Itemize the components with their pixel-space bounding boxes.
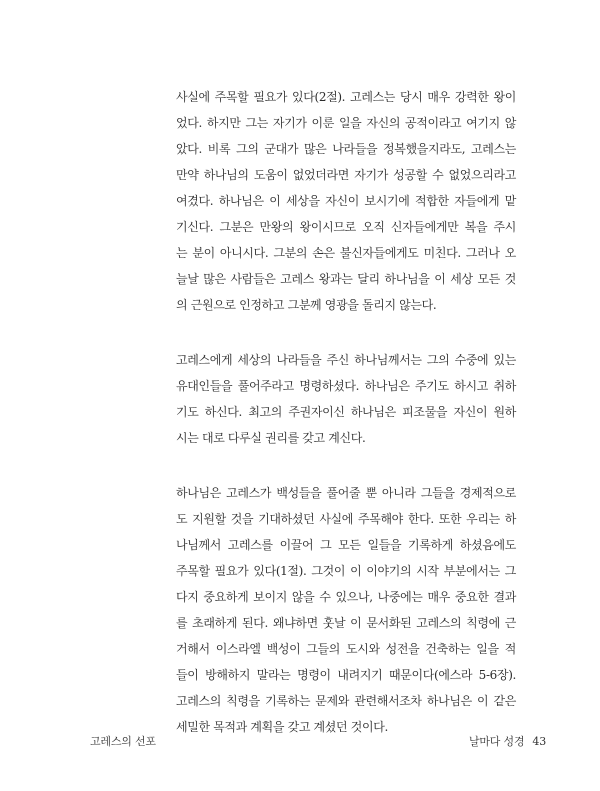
text-line: 기도 하신다. 최고의 주권자이신 하나님은 피조물을 자신이 원하	[176, 405, 516, 419]
text-line: 늘날 많은 사람들은 고레스 왕과는 달리 하나님을 이 세상 모든 것	[176, 272, 516, 286]
text-line: 고레스의 칙령을 기록하는 문제와 관련해서조차 하나님은 이 같은	[176, 694, 516, 708]
chapter-title: 고레스의 선포	[90, 735, 156, 748]
text-line: 거해서 이스라엘 백성이 그들의 도시와 성전을 건축하는 일을 적	[176, 642, 516, 656]
body-text	[176, 84, 516, 740]
text-line: 주목할 필요가 있다(1절). 그것이 이 이야기의 시작 부분에서는 그	[176, 564, 516, 578]
text-line: 었다. 하지만 그는 자기가 이룬 일을 자신의 공적이라고 여기지 않	[176, 116, 516, 130]
text-line: 만약 하나님의 도움이 없었더라면 자기가 성공할 수 없었으리라고	[176, 168, 516, 182]
text-line: 하나님은 고레스가 백성들을 풀어줄 뿐 아니라 그들을 경제적으로	[176, 486, 516, 500]
text-line: 세밀한 목적과 계획을 갖고 계셨던 것이다.	[176, 720, 388, 734]
page-number: 43	[532, 735, 546, 748]
text-line: 는 분이 아니시다. 그분의 손은 불신자들에게도 미친다. 그러나 오	[176, 246, 516, 260]
text-line: 들이 방해하지 말라는 명령이 내려지기 때문이다(에스라 5-6장).	[176, 668, 516, 682]
paragraph	[176, 347, 516, 451]
paragraph	[176, 84, 516, 318]
text-line: 다지 중요하게 보이지 않을 수 있으나, 나중에는 매우 중요한 결과	[176, 590, 516, 604]
text-line: 여겼다. 하나님은 이 세상을 자신이 보시기에 적합한 자들에게 맡	[176, 194, 516, 208]
text-line: 았다. 비록 그의 군대가 많은 나라들을 정복했을지라도, 고레스는	[176, 142, 516, 156]
book-title: 날마다 성경	[468, 735, 525, 748]
chapter-title-footer	[90, 733, 156, 749]
text-line: 의 근원으로 인정하고 그분께 영광을 돌리지 않는다.	[176, 298, 437, 312]
book-title-footer	[469, 733, 546, 749]
text-line: 도 지원할 것을 기대하셨던 사실에 주목해야 한다. 또한 우리는 하	[176, 512, 516, 526]
text-line: 를 초래하게 된다. 왜냐하면 훗날 이 문서화된 고레스의 칙령에 근	[176, 616, 516, 630]
text-line: 시는 대로 다루실 권리를 갖고 계신다.	[176, 431, 366, 445]
text-line: 나님께서 고레스를 이끌어 그 모든 일들을 기록하게 하셨음에도	[176, 538, 516, 552]
paragraph	[176, 480, 516, 740]
text-line: 기신다. 그분은 만왕의 왕이시므로 오직 신자들에게만 복을 주시	[176, 220, 516, 234]
text-line: 고레스에게 세상의 나라들을 주신 하나님께서는 그의 수중에 있는	[176, 353, 516, 367]
text-line: 사실에 주목할 필요가 있다(2절). 고레스는 당시 매우 강력한 왕이	[176, 90, 516, 104]
text-line: 유대인들을 풀어주라고 명령하셨다. 하나님은 주기도 하시고 취하	[176, 379, 516, 393]
